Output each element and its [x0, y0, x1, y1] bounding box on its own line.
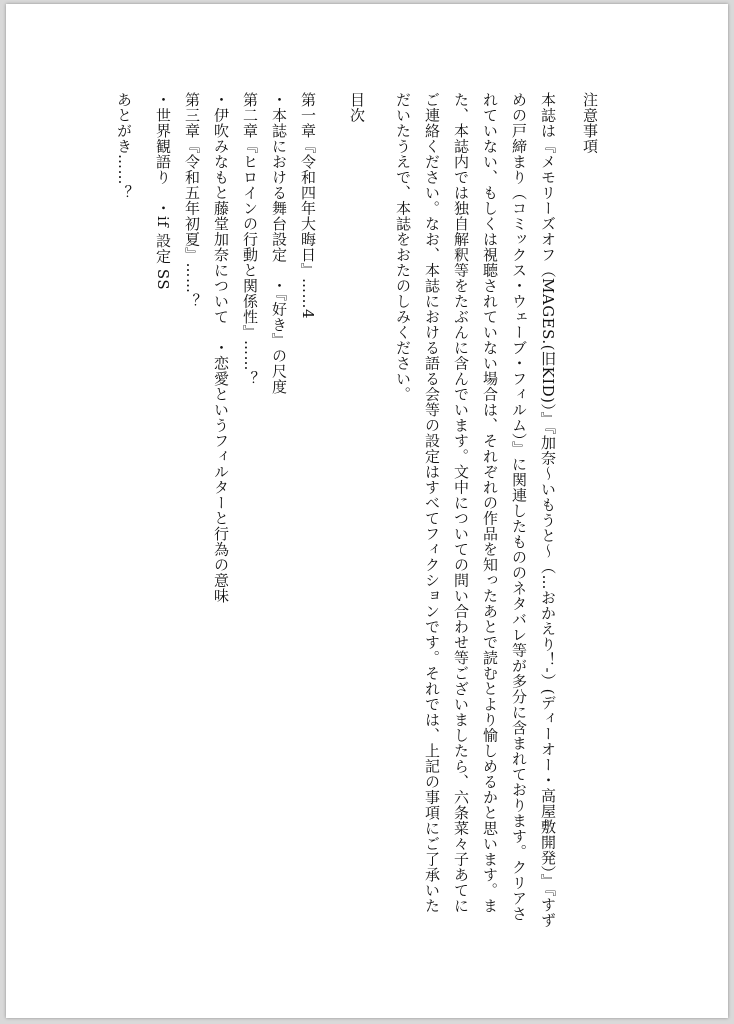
toc-chapter-1-items: ・本誌における舞台設定 ・『好き』の尺度 — [270, 92, 288, 395]
toc-chapter-2-items: ・伊吹みなもと藤堂加奈について ・恋愛というフィルターと行為の意味 — [212, 92, 230, 604]
toc-chapter-3: 第三章『令和五年初夏』……？ — [183, 92, 201, 309]
notice-line-1: 本誌は『メモリーズオフ（MAGES.(旧KID)）』『加奈～いもうと～（…おかえり！-）(ディーオー・高屋敷開発）』『すず — [539, 92, 557, 928]
toc-chapter-3-items: ・世界観語り ・if 設定 SS — [154, 92, 172, 291]
notice-line-2: めの戸締まり（コミックス・ウェーブ・フィルム）』に関連したもののネタバレ等が多分に含まれております。クリアさ — [510, 92, 528, 922]
notice-line-5: ご連絡ください。なお、本誌における語る会等の設定はすべてフィクションです。それでは、上記の事項にご了承いた — [423, 92, 441, 914]
toc-chapter-1: 第一章『令和四年大晦日』……4 — [299, 92, 317, 320]
toc-afterword: あとがき……？ — [115, 92, 133, 201]
notice-line-3: れていない、もしくは視聴されていない場合は、それぞれの作品を知ったあとで読むとより愉しめるかと思います。ま — [481, 92, 499, 914]
toc-heading: 目次 — [348, 92, 366, 123]
toc-chapter-2: 第二章『ヒロインの行動と関係性』……？ — [241, 92, 259, 387]
notice-heading: 注意事項 — [581, 92, 599, 154]
notice-line-6: だいたうえで、本誌をおたのしみください。 — [394, 92, 412, 402]
notice-line-4: た、本誌内では独自解釈等をたぶんに含んでいます。文中についての問い合わせ等ございましたら、六条菜々子あてに — [452, 92, 470, 914]
document-page — [6, 4, 728, 1018]
